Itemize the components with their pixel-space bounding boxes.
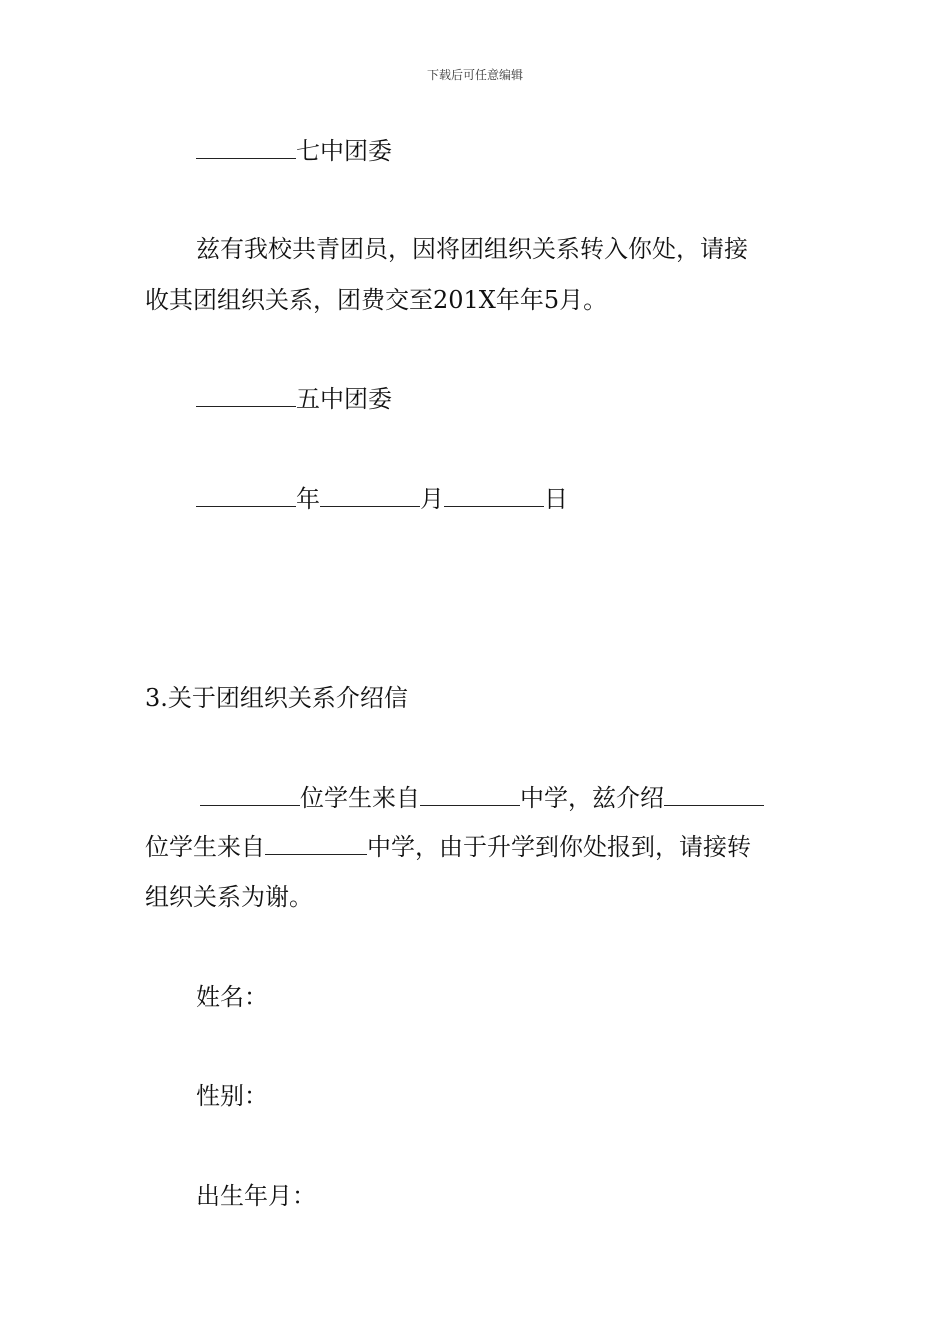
field-gender: 性别： [196, 1082, 268, 1110]
sender-line [196, 384, 392, 414]
addressee-line [196, 136, 392, 166]
count-blank-2 [664, 783, 764, 806]
school-blank-2 [265, 832, 367, 855]
sender-blank [196, 384, 296, 407]
day-blank [444, 484, 544, 507]
month-blank [320, 484, 420, 507]
date-month-label: 月 [420, 485, 444, 513]
intro-line-2-b: 中学，由于升学到你处报到，请接转 [367, 833, 751, 861]
field-birth: 出生年月： [196, 1182, 316, 1210]
intro-line-1-b: 中学，兹介绍 [520, 784, 664, 812]
date-year-label: 年 [296, 485, 320, 513]
sender-suffix: 五中团委 [296, 385, 392, 413]
count-blank-1 [200, 783, 300, 806]
intro-line-3: 组织关系为谢。 [145, 883, 313, 911]
addressee-suffix: 七中团委 [296, 137, 392, 165]
date-line [196, 484, 568, 514]
intro-line-1 [200, 783, 764, 813]
field-name: 姓名： [196, 983, 268, 1011]
intro-line-1-a: 位学生来自 [300, 784, 420, 812]
section-title: 3.关于团组织关系介绍信 [145, 684, 408, 712]
school-blank-1 [420, 783, 520, 806]
page-header: 下载后可任意编辑 [426, 68, 523, 82]
intro-line-2-a: 位学生来自 [145, 833, 265, 861]
body-paragraph-line-1: 兹有我校共青团员，因将团组织关系转入你处，请接 [196, 235, 748, 263]
year-blank [196, 484, 296, 507]
body-paragraph-line-2: 收其团组织关系，团费交至201X年年5月。 [145, 286, 608, 314]
addressee-blank [196, 136, 296, 159]
date-day-label: 日 [544, 485, 568, 513]
intro-line-2 [145, 832, 751, 862]
